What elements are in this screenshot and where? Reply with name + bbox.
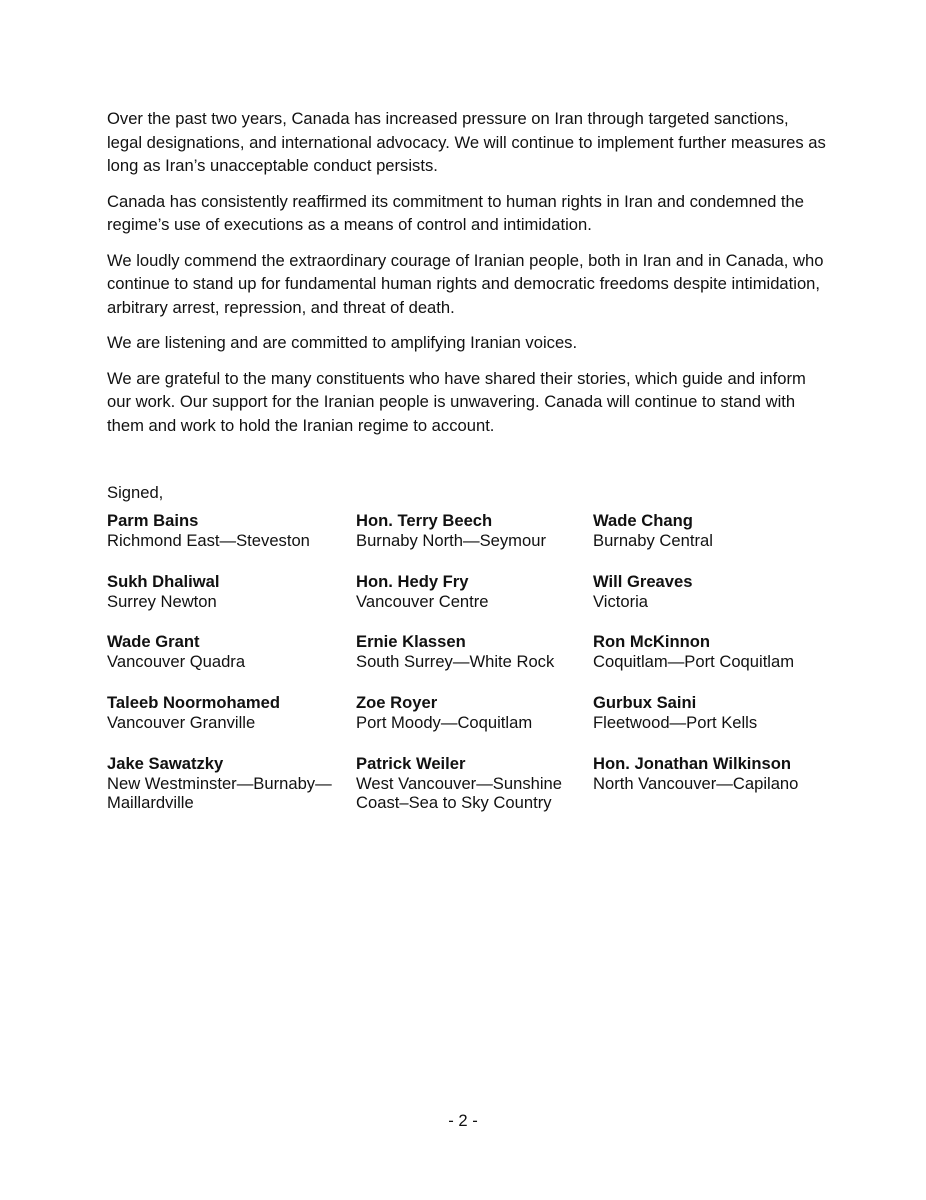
signatory-riding: Richmond East—Steveston: [107, 530, 310, 550]
signed-label: Signed,: [107, 483, 164, 502]
signatory-name: Hon. Terry Beech: [356, 511, 493, 530]
signatory-name: Sukh Dhaliwal: [107, 572, 220, 591]
signatory-name: Jake Sawatzky: [107, 754, 224, 773]
signatory-riding: New Westminster—Burnaby— Maillardville: [107, 773, 332, 812]
paragraph: Canada has consistently reaffirmed its commitment to human rights in Iran and condemned the regime’s use of executions as a means of control and intimidation.: [107, 191, 804, 234]
page-number: - 2 -: [448, 1111, 478, 1130]
signatory-riding: Vancouver Granville: [107, 712, 256, 732]
signatory-name: Will Greaves: [593, 572, 693, 591]
signatory-riding: Burnaby North—Seymour: [356, 530, 546, 550]
signatory-riding: West Vancouver—Sunshine Coast–Sea to Sky Country: [356, 773, 562, 812]
signatory: [107, 693, 280, 732]
paragraph: We are listening and are committed to amplifying Iranian voices.: [107, 333, 578, 352]
signatory: [593, 572, 692, 611]
signatory-name: Wade Grant: [107, 632, 200, 651]
signatory: [107, 754, 332, 813]
paragraph: Over the past two years, Canada has increased pressure on Iran through targeted sanctions, legal designations, and international advocacy. We will continue to implement further measures as long as Iran’s unacceptable conduct persists.: [107, 109, 826, 175]
signatory-name: Hon. Hedy Fry: [356, 572, 469, 591]
signatory-riding: Port Moody—Coquitlam: [356, 712, 533, 732]
signatory-riding: Victoria: [593, 591, 649, 611]
signatory-riding: Coquitlam—Port Coquitlam: [593, 651, 795, 671]
signatory-riding: Vancouver Centre: [356, 591, 489, 611]
signatory: [356, 693, 532, 732]
signatory-riding: Vancouver Quadra: [107, 651, 246, 671]
signatory-name: Zoe Royer: [356, 693, 438, 712]
signatory-name: Wade Chang: [593, 511, 693, 530]
signatories-grid: [107, 511, 827, 831]
signatory: [107, 632, 245, 671]
signatory: [107, 572, 220, 611]
signatory-name: Ernie Klassen: [356, 632, 466, 651]
signatory-name: Taleeb Noormohamed: [107, 693, 281, 712]
signatory-riding: South Surrey—White Rock: [356, 651, 555, 671]
signatory-name: Gurbux Saini: [593, 693, 697, 712]
signatory: [593, 754, 798, 793]
signatory-name: Ron McKinnon: [593, 632, 711, 651]
signatory: [356, 632, 554, 671]
signatory: [356, 572, 489, 611]
signatory: [593, 511, 713, 550]
signatory: [356, 511, 546, 550]
signatory-name: Hon. Jonathan Wilkinson: [593, 754, 792, 773]
signatory-riding: Surrey Newton: [107, 591, 217, 611]
signatory: [593, 693, 757, 732]
signatory: [593, 632, 794, 671]
signatory-riding: North Vancouver—Capilano: [593, 773, 799, 793]
paragraph: We loudly commend the extraordinary courage of Iranian people, both in Iran and in Canada, who continue to stand up for fundamental human rights and democratic freedoms despite intimidation, arbitrary arrest, repression, and threat of death.: [107, 250, 824, 317]
signatory-name: Parm Bains: [107, 511, 199, 530]
signatory-name: Patrick Weiler: [356, 754, 466, 773]
letter-body: [107, 107, 827, 504]
signatory-riding: Fleetwood—Port Kells: [593, 712, 758, 732]
paragraph: We are grateful to the many constituents who have shared their stories, which guide and inform our work. Our support for the Iranian people is unwavering. Canada will continue to stand with them and work to hold the Iranian regime to account.: [107, 368, 806, 435]
signatory: [356, 754, 562, 813]
signatory-riding: Burnaby Central: [593, 530, 713, 550]
signatory: [107, 511, 310, 550]
